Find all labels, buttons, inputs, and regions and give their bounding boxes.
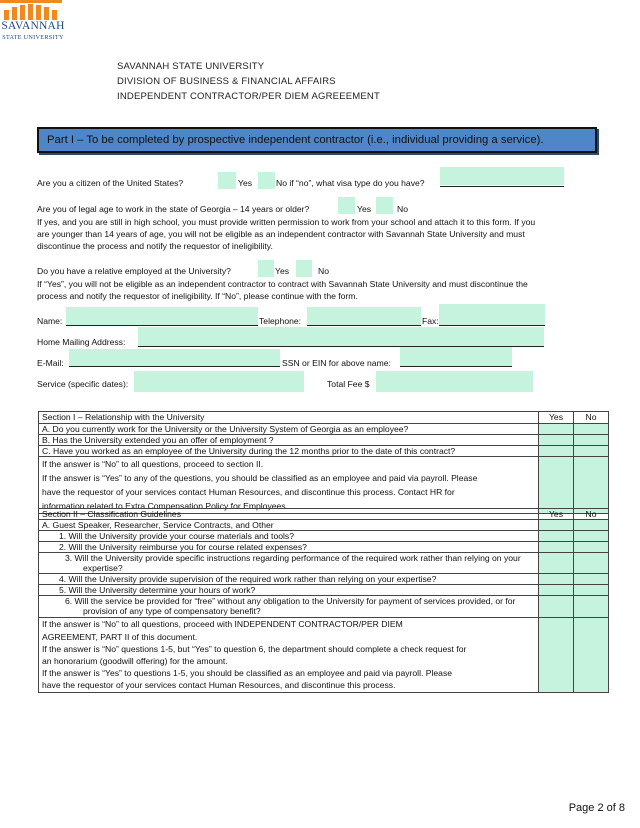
service-label: Service (specific dates):: [37, 379, 129, 389]
section2-q1-no[interactable]: [574, 531, 609, 542]
section2-q1-yes[interactable]: [539, 531, 574, 542]
section2-q5-yes[interactable]: [539, 585, 574, 596]
fax-field[interactable]: [439, 304, 545, 325]
section1-title: Section I – Relationship with the University: [39, 412, 539, 424]
legal-age-text: are younger than 14 years of age, you will not be eligible as an independent contractor with Savannah State University and must: [37, 229, 525, 239]
relative-yes-label: Yes: [275, 266, 290, 276]
section2-table: [38, 508, 609, 693]
section2-instructions: If the answer is “No” to all questions, proceed with INDEPENDENT CONTRACTOR/PER DIEM AGREEMENT, PART II of this document. If the answer is “No” questions 1-5, but “Yes” to question 6, the department should complete a check request for an honorarium (goodwill offering) for the amount. If the answer is “Yes” to questions 1-5, you should be classified as an employee and paid via payroll. Please have the requestor of your services contact Human Resources, and discontinue this process.: [39, 618, 539, 693]
section1-no-header: No: [574, 412, 609, 424]
legal-age-text: discontinue the process and notify the requestor of ineligibility.: [37, 241, 273, 251]
header-form-title: INDEPENDENT CONTRACTOR/PER DIEM AGREEEMENT: [117, 91, 380, 102]
logo-subtitle: STATE UNIVERSITY: [2, 34, 64, 41]
telephone-label: Telephone:: [259, 316, 302, 326]
section2-q4-yes[interactable]: [539, 574, 574, 585]
section1-question: C. Have you worked as an employee of the University during the 12 months prior to the date of this contract?: [39, 446, 539, 457]
name-field[interactable]: [66, 307, 258, 325]
page-number: Page 2 of 8: [568, 802, 625, 814]
header-division: DIVISION OF BUSINESS & FINANCIAL AFFAIRS: [117, 76, 336, 87]
logo-wordmark: SAVANNAH: [1, 20, 65, 32]
visa-type-field[interactable]: [440, 167, 564, 185]
section2-question: 3. Will the University provide specific instructions regarding performance of the required work rather than relying on your expertise?: [39, 553, 539, 574]
ssn-field[interactable]: [400, 347, 512, 366]
section2-question: 4. Will the University provide supervision of the required work rather than relying on your expertise?: [39, 574, 539, 585]
relative-text: process and notify the requestor of ineligibility. If “No”, please continue with the form.: [37, 291, 358, 301]
citizen-yes-label: Yes: [238, 178, 253, 188]
relative-text: If “Yes”, you will not be eligible as an independent contractor to contract with Savannah State University and must discontinue the: [37, 279, 528, 289]
section2-q6-no[interactable]: [574, 596, 609, 618]
section1-a-no[interactable]: [574, 424, 609, 435]
part1-title: Part I – To be completed by prospective independent contractor (i.e., individual providing a service).: [47, 134, 544, 146]
section1-question: B. Has the University extended you an offer of employment ?: [39, 435, 539, 446]
relative-question: Do you have a relative employed at the University?: [37, 266, 231, 276]
part1-banner: [37, 127, 597, 153]
section1-a-yes[interactable]: [539, 424, 574, 435]
section2-subheading: A. Guest Speaker, Researcher, Service Contracts, and Other: [39, 520, 539, 531]
section2-q6-yes[interactable]: [539, 596, 574, 618]
relative-no-label: No: [318, 266, 329, 276]
section1-instructions: If the answer is “No” to all questions, proceed to section II. If the answer is “Yes” to any of the questions, you should be classified as an employee and paid via payroll. Please have the requestor of your services contact Human Resources, and discontinue this process. Contact HR for information related to Extra Compensation Policy for Employees.: [39, 457, 539, 514]
section1-c-no[interactable]: [574, 446, 609, 457]
section2-question: 2. Will the University reimburse you for course related expenses?: [39, 542, 539, 553]
service-dates-field[interactable]: [134, 371, 304, 392]
section1-question: A. Do you currently work for the University or the University System of Georgia as an employee?: [39, 424, 539, 435]
section1-b-no[interactable]: [574, 435, 609, 446]
section1-c-yes[interactable]: [539, 446, 574, 457]
relative-yes-checkbox[interactable]: [258, 260, 274, 277]
legal-age-yes-label: Yes: [357, 204, 372, 214]
legal-age-yes-checkbox[interactable]: [338, 197, 355, 214]
university-logo: [0, 0, 66, 48]
telephone-field[interactable]: [307, 307, 421, 325]
section2-q5-no[interactable]: [574, 585, 609, 596]
legal-age-no-checkbox[interactable]: [376, 197, 393, 214]
section1-table: [38, 411, 609, 514]
citizen-no-checkbox[interactable]: [258, 172, 275, 189]
relative-no-checkbox[interactable]: [296, 260, 312, 277]
section1-b-yes[interactable]: [539, 435, 574, 446]
section2-q2-yes[interactable]: [539, 542, 574, 553]
address-field[interactable]: [138, 327, 544, 346]
section2-title: Section II – Classification Guidelines: [39, 509, 539, 520]
section2-q2-no[interactable]: [574, 542, 609, 553]
total-fee-label: Total Fee $: [327, 379, 370, 389]
email-label: E-Mail:: [37, 358, 64, 368]
citizen-yes-checkbox[interactable]: [218, 172, 236, 189]
section1-yes-header: Yes: [539, 412, 574, 424]
email-field[interactable]: [69, 349, 280, 366]
header-university: SAVANNAH STATE UNIVERSITY: [117, 61, 265, 72]
section2-no-header: No: [574, 509, 609, 520]
section2-yes-header: Yes: [539, 509, 574, 520]
name-label: Name:: [37, 316, 63, 326]
citizen-no-label: No if “no”, what visa type do you have?: [276, 178, 425, 188]
legal-age-text: If yes, and you are still in high school, you must provide written permission to work from your school and attach it to this form. If you: [37, 217, 536, 227]
citizen-question: Are you a citizen of the United States?: [37, 178, 184, 188]
section2-question: 5. Will the University determine your hours of work?: [39, 585, 539, 596]
section2-q4-no[interactable]: [574, 574, 609, 585]
section2-question: 6. Will the service be provided for “free” without any obligation to the University for payment of services provided, or for provision of any type of compensatory benefit?: [39, 596, 539, 618]
section2-q3-no[interactable]: [574, 553, 609, 574]
total-fee-field[interactable]: [376, 371, 533, 392]
section2-question: 1. Will the University provide your course materials and tools?: [39, 531, 539, 542]
ssn-label: SSN or EIN for above name:: [282, 358, 391, 368]
fax-label: Fax:: [422, 316, 439, 326]
legal-age-no-label: No: [397, 204, 408, 214]
address-label: Home Mailing Address:: [37, 337, 126, 347]
section2-q3-yes[interactable]: [539, 553, 574, 574]
legal-age-question: Are you of legal age to work in the state of Georgia – 14 years or older?: [37, 204, 310, 214]
